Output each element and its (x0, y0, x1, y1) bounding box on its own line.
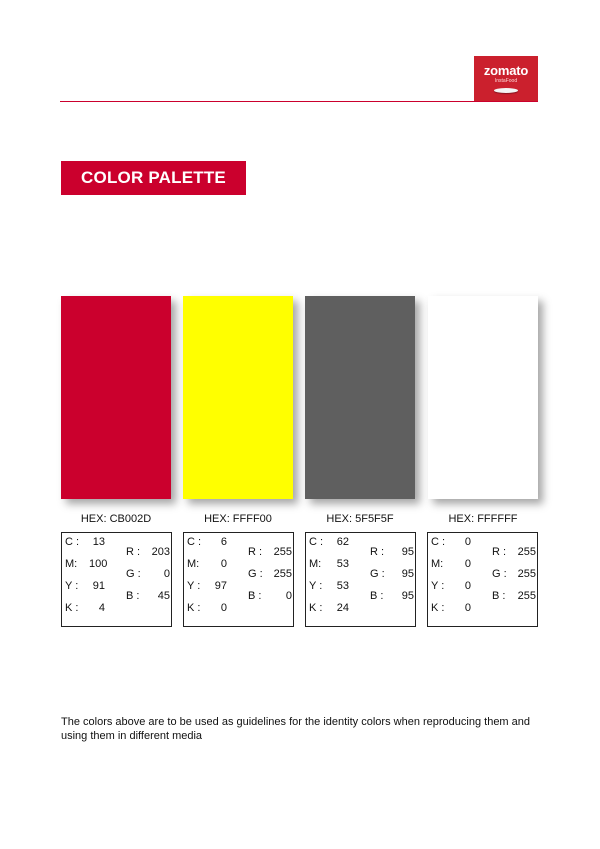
swatch-red (61, 296, 171, 499)
color-values-box (305, 532, 416, 627)
k-label: K : (431, 602, 445, 614)
k-value: 0 (464, 602, 471, 614)
c-value: 0 (464, 536, 471, 548)
g-label: G : (248, 568, 263, 580)
k-value: 0 (220, 602, 227, 614)
header-rule (60, 101, 538, 102)
y-value: 97 (214, 580, 227, 592)
plate-icon (494, 88, 518, 93)
b-label: B : (126, 590, 140, 602)
y-label: Y : (431, 580, 445, 592)
g-label: G : (370, 568, 385, 580)
c-value: 6 (220, 536, 227, 548)
b-value: 45 (157, 590, 170, 602)
r-label: R : (248, 546, 263, 558)
g-label: G : (492, 568, 507, 580)
g-value: 255 (517, 568, 536, 580)
r-value: 95 (401, 546, 414, 558)
usage-note: The colors above are to be used as guidelines for the identity colors when reproducing them and using them in different media (61, 716, 531, 742)
hex-label: HEX: CB002D (80, 513, 152, 525)
hex-label: HEX: 5F5F5F (326, 513, 394, 525)
swatch-gray (305, 296, 415, 499)
m-label: M: (431, 558, 444, 570)
k-label: K : (309, 602, 323, 614)
g-value: 0 (163, 568, 170, 580)
c-label: C : (187, 536, 202, 548)
b-value: 0 (285, 590, 292, 602)
m-label: M: (309, 558, 322, 570)
c-label: C : (431, 536, 446, 548)
zomato-logo (474, 56, 538, 102)
y-value: 53 (336, 580, 349, 592)
k-label: K : (187, 602, 201, 614)
k-value: 24 (336, 602, 349, 614)
m-value: 0 (464, 558, 471, 570)
k-label: K : (65, 602, 79, 614)
hex-label: HEX: FFFFFF (448, 513, 518, 525)
r-label: R : (370, 546, 385, 558)
swatch-white (428, 296, 538, 499)
logo-sub-text: InstaFood (494, 78, 518, 84)
color-values-box (427, 532, 538, 627)
color-values-box (183, 532, 294, 627)
c-value: 13 (92, 536, 105, 548)
k-value: 4 (98, 602, 105, 614)
y-label: Y : (65, 580, 79, 592)
hex-label: HEX: FFFF00 (204, 513, 272, 525)
m-value: 100 (89, 558, 108, 570)
y-label: Y : (187, 580, 201, 592)
m-value: 53 (336, 558, 349, 570)
b-value: 95 (401, 590, 414, 602)
b-label: B : (492, 590, 506, 602)
r-value: 255 (517, 546, 536, 558)
g-value: 255 (273, 568, 292, 580)
g-label: G : (126, 568, 141, 580)
y-label: Y : (309, 580, 323, 592)
m-label: M: (65, 558, 78, 570)
r-value: 203 (151, 546, 170, 558)
y-value: 91 (92, 580, 105, 592)
r-value: 255 (273, 546, 292, 558)
m-label: M: (187, 558, 200, 570)
b-label: B : (370, 590, 384, 602)
y-value: 0 (464, 580, 471, 592)
b-label: B : (248, 590, 262, 602)
swatch-yellow (183, 296, 293, 499)
b-value: 255 (517, 590, 536, 602)
section-title: COLOR PALETTE (61, 161, 246, 195)
r-label: R : (492, 546, 507, 558)
c-label: C : (65, 536, 80, 548)
color-values-box (61, 532, 172, 627)
r-label: R : (126, 546, 141, 558)
m-value: 0 (220, 558, 227, 570)
logo-brand-text: zomato (483, 63, 529, 78)
c-value: 62 (336, 536, 349, 548)
c-label: C : (309, 536, 324, 548)
g-value: 95 (401, 568, 414, 580)
